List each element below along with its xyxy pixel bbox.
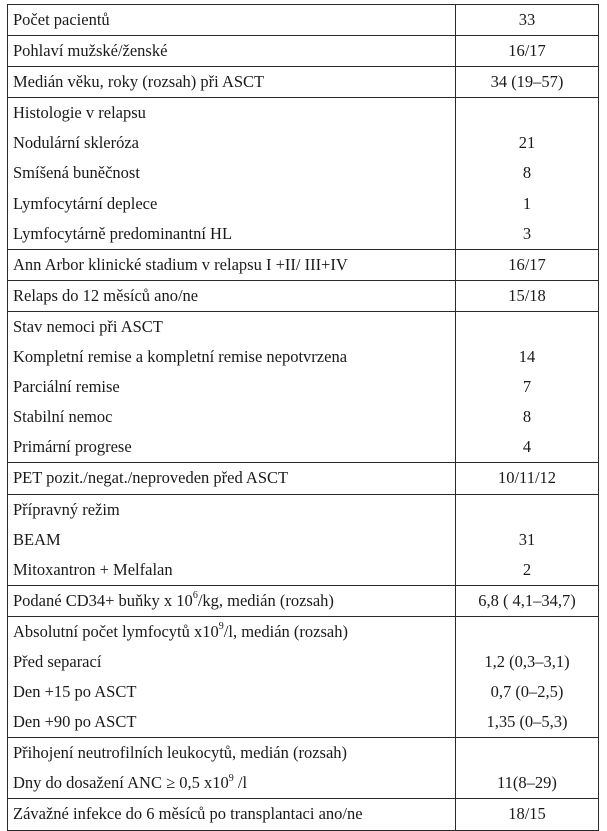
row-value: 31: [518, 529, 536, 549]
row-value: 21: [518, 133, 536, 153]
row-label: [8, 707, 455, 737]
value-cell: [456, 494, 599, 585]
label-cell: [8, 98, 456, 249]
table-row: [8, 249, 599, 280]
label-cell: [8, 799, 456, 830]
row-label-text: Den +90 po ASCT: [13, 712, 137, 732]
table-row: [8, 585, 599, 616]
row-value: [456, 617, 598, 647]
table-row: [8, 616, 599, 737]
row-label: [8, 768, 455, 798]
label-cell: [8, 585, 456, 616]
row-label-suffix: /l: [233, 773, 248, 793]
row-label-text: Histologie v relapsu: [13, 103, 146, 123]
label-cell: [8, 738, 456, 799]
value-cell: [456, 98, 599, 249]
label-cell: [8, 67, 456, 98]
row-value: 34 (19–57): [490, 72, 564, 92]
row-label: [8, 617, 455, 647]
value-cell: [456, 311, 599, 462]
row-label-text: Lymfocytárně predominantní HL: [13, 223, 233, 243]
row-label: [8, 281, 455, 311]
row-value: [456, 495, 598, 525]
row-label: [8, 312, 455, 342]
row-label: [8, 738, 455, 768]
row-value: 8: [522, 407, 532, 427]
row-value: 1: [522, 193, 532, 213]
table-row: [8, 494, 599, 585]
row-value: 7: [522, 377, 532, 397]
row-label: [8, 128, 455, 158]
label-cell: [8, 311, 456, 462]
document-table-wrapper: [7, 4, 599, 831]
row-value: 1,2 (0,3–3,1): [484, 651, 570, 671]
row-label: [8, 799, 455, 829]
exponent: 9: [218, 621, 224, 633]
row-label-text: Ann Arbor klinické stadium v relapsu I +II/ III+IV: [13, 254, 348, 274]
row-value: 6,8 ( 4,1–34,7): [478, 590, 576, 610]
row-label-text: Nodulární skleróza: [13, 133, 139, 153]
row-value: 16/17: [508, 254, 546, 274]
value-cell: [456, 616, 599, 737]
row-label: [8, 36, 455, 66]
table-row: [8, 67, 599, 98]
table-row: [8, 311, 599, 462]
label-cell: [8, 463, 456, 494]
value-cell: [456, 738, 599, 799]
row-value: 0,7 (0–2,5): [490, 682, 564, 702]
row-label-text: PET pozit./negat./neproveden před ASCT: [13, 468, 289, 488]
row-value: 10/11/12: [497, 468, 557, 488]
row-value: 14: [518, 347, 536, 367]
row-label: [8, 463, 455, 493]
row-label-text: Smíšená buněčnost: [13, 163, 140, 183]
row-label: [8, 98, 455, 128]
exponent: 9: [228, 772, 234, 784]
row-label: [8, 647, 455, 677]
row-label-text: Podané CD34+ buňky x 10: [13, 590, 193, 610]
row-value: 1,35 (0–5,3): [486, 712, 568, 732]
row-label: [8, 586, 455, 616]
row-value: 2: [522, 559, 532, 579]
label-cell: [8, 36, 456, 67]
exponent: 6: [192, 590, 198, 602]
row-label-text: Absolutní počet lymfocytů x10: [13, 621, 219, 641]
row-label: [8, 189, 455, 219]
row-label: [8, 525, 455, 555]
row-label: [8, 342, 455, 372]
row-label-text: Přípravný režim: [13, 499, 120, 519]
row-label-text: Mitoxantron + Melfalan: [13, 559, 173, 579]
row-label-text: Přihojení neutrofilních leukocytů, medián (rozsah): [13, 743, 348, 763]
row-label-text: Kompletní remise a kompletní remise nepotvrzena: [13, 347, 348, 367]
label-cell: [8, 249, 456, 280]
label-cell: [8, 494, 456, 585]
label-cell: [8, 616, 456, 737]
value-cell: [456, 280, 599, 311]
value-cell: [456, 36, 599, 67]
row-label-text: Lymfocytární deplece: [13, 193, 158, 213]
row-value: 3: [522, 223, 532, 243]
row-label-text: Parciální remise: [13, 377, 120, 397]
row-label-text: BEAM: [13, 529, 61, 549]
row-value: [456, 98, 598, 128]
row-label-suffix: /l, medián (rozsah): [223, 621, 348, 641]
row-label: [8, 402, 455, 432]
row-label-text: Počet pacientů: [13, 10, 110, 29]
row-value: 33: [518, 10, 536, 29]
row-label-text: Stabilní nemoc: [13, 407, 113, 427]
value-cell: [456, 463, 599, 494]
table-row: [8, 799, 599, 830]
patient-characteristics-table: [7, 4, 599, 831]
table-row: [8, 280, 599, 311]
value-cell: [456, 799, 599, 830]
table-body: [8, 5, 599, 831]
row-label: [8, 250, 455, 280]
row-label: [8, 158, 455, 188]
row-label: [8, 432, 455, 462]
row-label-text: Relaps do 12 měsíců ano/ne: [13, 285, 199, 305]
table-row: [8, 36, 599, 67]
row-value: 11(8–29): [497, 773, 557, 793]
row-label-suffix: /kg, medián (rozsah): [197, 590, 334, 610]
row-value: [456, 738, 598, 768]
row-value: [456, 312, 598, 342]
row-label-text: Den +15 po ASCT: [13, 682, 137, 702]
value-cell: [456, 67, 599, 98]
row-label: [8, 219, 455, 249]
row-value: 18/15: [508, 804, 546, 824]
row-label-text: Dny do dosažení ANC ≥ 0,5 x10: [13, 773, 229, 793]
table-row: [8, 98, 599, 249]
row-label: [8, 495, 455, 525]
row-label: [8, 372, 455, 402]
row-label-text: Před separací: [13, 651, 102, 671]
row-value: 16/17: [508, 41, 546, 61]
row-label-text: Závažné infekce do 6 měsíců po transplantaci ano/ne: [13, 804, 363, 824]
label-cell: [8, 280, 456, 311]
row-label-text: Stav nemoci při ASCT: [13, 316, 163, 336]
row-value: 4: [522, 437, 532, 457]
table-row: [8, 738, 599, 799]
table-row: [8, 5, 599, 36]
value-cell: [456, 585, 599, 616]
row-label-text: Primární progrese: [13, 437, 132, 457]
row-label: [8, 677, 455, 707]
value-cell: [456, 5, 599, 36]
label-cell: [8, 5, 456, 36]
row-label: [8, 5, 455, 35]
row-label-text: Medián věku, roky (rozsah) při ASCT: [13, 72, 265, 92]
row-label-text: Pohlaví mužské/ženské: [13, 41, 168, 61]
row-value: 15/18: [508, 285, 546, 305]
row-label: [8, 67, 455, 97]
table-row: [8, 463, 599, 494]
row-label: [8, 555, 455, 585]
value-cell: [456, 249, 599, 280]
row-value: 8: [522, 163, 532, 183]
